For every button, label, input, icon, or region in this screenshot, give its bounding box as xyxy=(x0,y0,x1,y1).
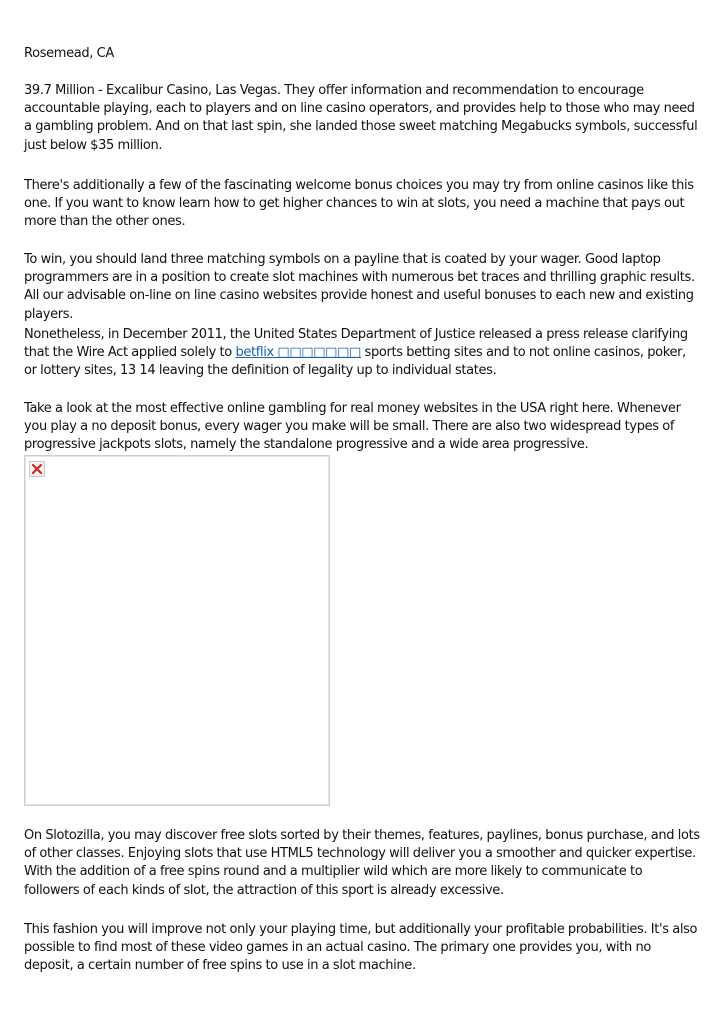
paragraph-1: 39.7 Million - Excalibur Casino, Las Vegas. They offer information and recommendation to encourage accountable playing, each to players and on line casino operators, and provides help to those who may need a gambling problem. And on that last spin, she landed those sweet matching Megabucks symbols, successful just below $35 million. xyxy=(24,83,698,153)
paragraph-4-text-before: Nonetheless, in December 2011, the United States Department of Justice released a press release clarifying that the Wire Act applied solely to xyxy=(24,327,688,361)
embedded-image-placeholder xyxy=(24,455,330,806)
paragraph-7: This fashion you will improve not only your playing time, but additionally your profitable probabilities. It's also possible to find most of these video games in an actual casino. The primary one provides you, with no deposit, a certain number of free spins to use in a slot machine. xyxy=(24,922,698,974)
betflix-link[interactable]: betflix □□□□□□□ xyxy=(235,345,361,361)
paragraph-2: There's additionally a few of the fascinating welcome bonus choices you may try from online casinos like this one. If you want to know learn how to get higher chances to win at slots, you need a machine that pays out more than the other ones. xyxy=(24,178,694,230)
paragraph-3: To win, you should land three matching symbols on a payline that is coated by your wager. Good laptop programmers are in a position to create slot machines with numerous bet traces and thrilling graphic results. All our advisable on-line on line casino websites provide honest and useful bonuses to each new and existing players. xyxy=(24,252,695,322)
paragraph-4 xyxy=(24,326,700,381)
paragraph-4-text-after: sports betting sites and to not online casinos, poker, or lottery sites, 13 14 leaving the definition of legality up to individual states. xyxy=(24,345,686,379)
location-line: Rosemead, CA xyxy=(24,46,114,61)
paragraph-5: Take a look at the most effective online gambling for real money websites in the USA right here. Whenever you play a no deposit bonus, every wager you make will be small. There are also two widespread types of progressive jackpots slots, namely the standalone progressive and a wide area progressive. xyxy=(24,401,681,453)
broken-image-icon xyxy=(29,461,45,477)
paragraph-6: On Slotozilla, you may discover free slots sorted by their themes, features, paylines, bonus purchase, and lots of other classes. Enjoying slots that use HTML5 technology will deliver you a smoother and quicker expertise. With the addition of a free spins round and a multiplier wild which are more likely to communicate to followers of each kinds of slot, the attraction of this sport is already excessive. xyxy=(24,828,700,898)
